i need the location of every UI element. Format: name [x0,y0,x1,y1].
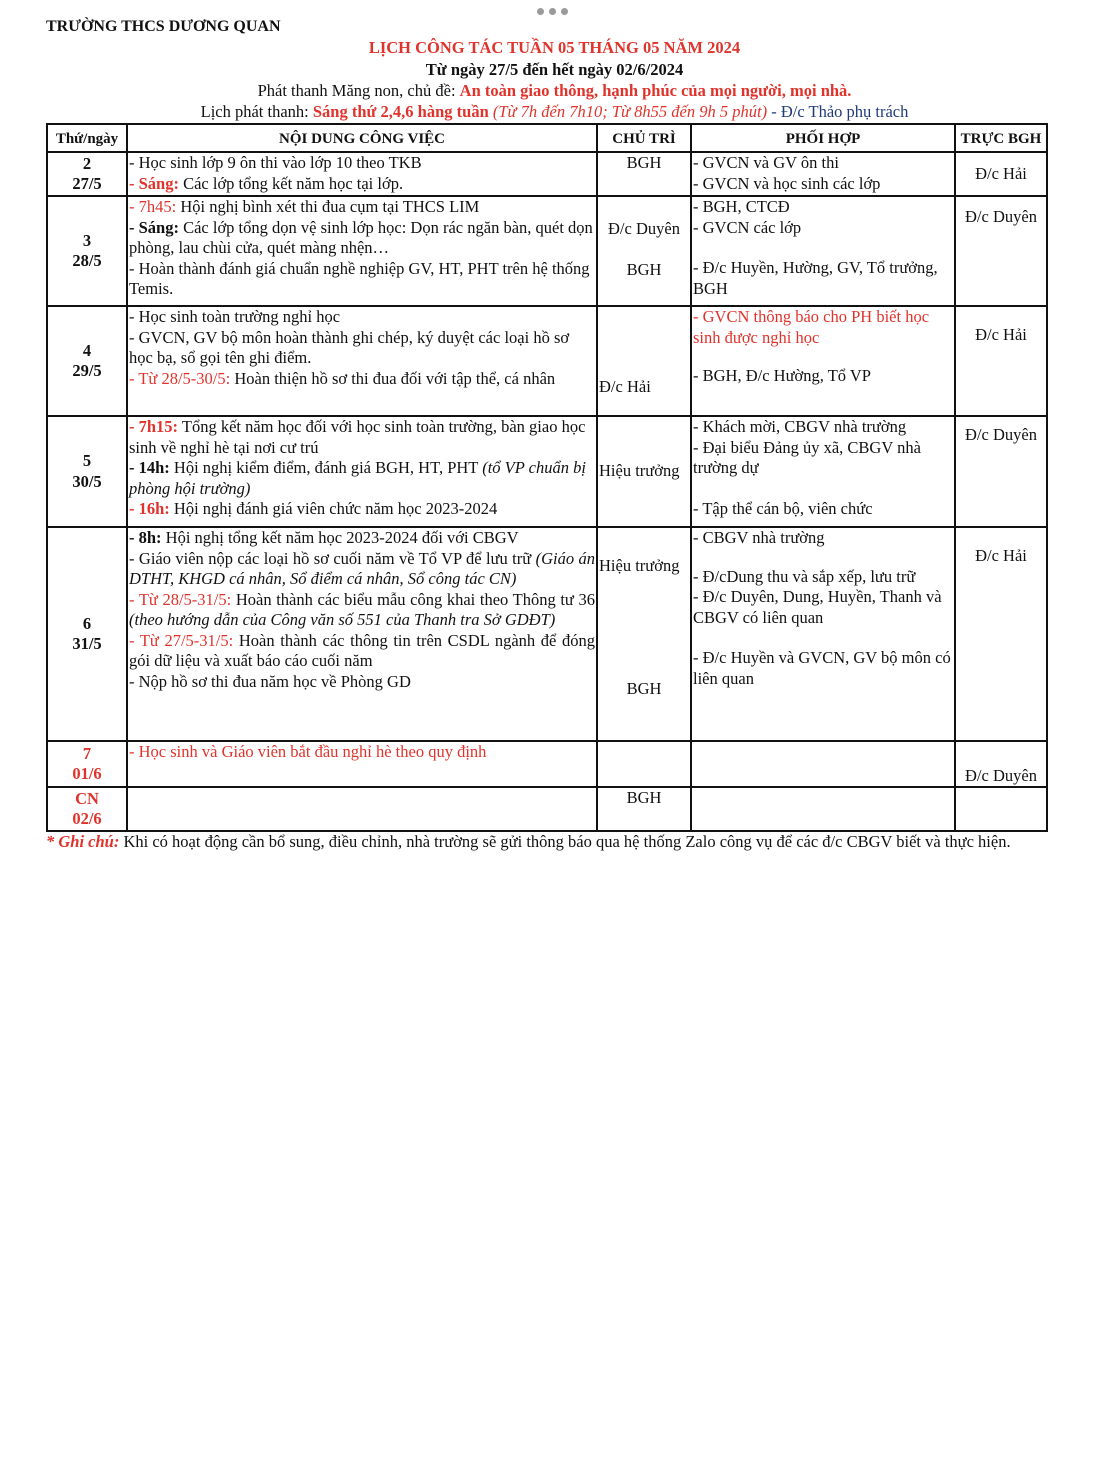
table-row [47,306,1047,416]
coordinate-item: - CBGV nhà trường [693,528,825,547]
day-cell [47,152,127,196]
col-coordinate: PHỐI HỢP [691,124,955,152]
content-cell [127,152,597,196]
content-tag: - Từ 28/5-31/5: [129,589,232,609]
day-date: 30/5 [72,471,102,491]
content-tag: - Sáng: [129,217,179,237]
table-row [47,527,1047,741]
day-cell [47,527,127,741]
day-number: 2 [82,153,92,173]
content-item [129,197,595,218]
content-text: Hội nghị tổng kết năm học 2023-2024 đối với CBGV [161,528,519,547]
table-row [47,196,1047,306]
table-row [47,787,1047,831]
content-cell [127,306,597,416]
content-item: - GVCN, GV bộ môn hoàn thành ghi chép, ký duyệt các loại hồ sơ học bạ, sổ gọi tên ghi điểm. [129,327,570,367]
coordinate-cell [691,152,955,196]
radio-prefix: Phát thanh Măng non, chủ đề: [257,81,460,100]
col-duty: TRỰC BGH [955,124,1047,152]
coordinate-item: - BGH, Đ/c Hường, Tổ VP [693,366,871,385]
radio-schedule-line [0,102,1109,122]
duty-cell [955,787,1047,831]
day-date: 31/5 [72,634,102,653]
duty-cell [955,152,1047,196]
content-item: - Hoàn thành đánh giá chuẩn nghề nghiệp GV, HT, PHT trên hệ thống Temis. [129,258,590,298]
content-text: Các lớp tổng dọn vệ sinh lớp học: Dọn rác ngăn bàn, quét dọn phòng, lau chùi cửa, quét màng nhện… [129,217,593,257]
coordinate-cell [691,196,955,306]
day-cell [47,416,127,527]
host-cell [597,741,691,787]
day-number: CN [75,788,99,808]
content-item [129,528,595,549]
footnote-text: Khi có hoạt động cần bổ sung, điều chỉnh, nhà trường sẽ gửi thông báo qua hệ thống Zalo công vụ để các đ/c CBGV biết và thực hiện. [119,832,1011,851]
content-tag: - 8h: [129,528,162,547]
coordinate-item: - BGH, CTCĐ [693,197,790,216]
duty-name: Đ/c Duyên [965,765,1037,785]
col-host: CHỦ TRÌ [597,124,691,152]
duty-name: Đ/c Hải [975,546,1027,565]
content-tag: - 7h45: [129,197,177,216]
day-number: 3 [82,230,92,250]
content-text: Hoàn thiện hồ sơ thi đua đối với tập thể, cá nhân [230,368,556,388]
coordinate-cell [691,306,955,416]
duty-name: Đ/c Hải [975,163,1027,183]
coordinate-item: - Đ/c Duyên, Dung, Huyền, Thanh và CBGV có liên quan [693,587,942,627]
content-item [129,499,595,520]
day-date: 02/6 [72,809,102,828]
content-item: - Nộp hồ sơ thi đua năm học về Phòng GD [129,671,411,691]
content-cell [127,196,597,306]
content-item: - Học sinh toàn trường nghỉ học [129,307,341,326]
host-name: BGH [626,788,662,807]
host-name: BGH [626,259,662,279]
day-number: 7 [82,743,92,763]
footnote [46,831,1050,852]
content-item [129,218,595,259]
coordinate-item: - GVCN các lớp [693,217,802,237]
table-header-row [47,124,1047,152]
coordinate-item: - GVCN và GV ôn thi [693,153,839,172]
host-cell [597,306,691,416]
date-range: Từ ngày 27/5 đến hết ngày 02/6/2024 [425,60,684,79]
duty-cell [955,416,1047,527]
duty-cell [955,306,1047,416]
work-schedule-table [46,123,1048,832]
coordinate-item: - Khách mời, CBGV nhà trường [693,417,907,436]
table-row [47,741,1047,787]
content-item: - Học sinh và Giáo viên bắt đầu nghỉ hè theo quy định [129,742,487,761]
coordinate-cell [691,741,955,787]
content-item [129,369,595,390]
day-number: 5 [82,451,92,470]
content-text: Hoàn thành các biểu mẫu công khai theo Thông tư 36 [231,589,595,609]
radio-topic: An toàn giao thông, hạnh phúc của mọi người, mọi nhà. [459,81,852,100]
content-text: - Giáo viên nộp các loại hồ sơ cuối năm về Tổ VP để lưu trữ [129,548,536,568]
content-cell [127,527,597,741]
day-number: 6 [82,613,92,633]
content-tag: - 7h15: [129,417,179,436]
content-item [129,417,595,458]
col-day: Thứ/ngày [47,124,127,152]
col-content: NỘI DUNG CÔNG VIỆC [127,124,597,152]
duty-name: Đ/c Hải [975,325,1027,344]
host-name: Hiệu trưởng [599,556,680,575]
coordinate-item: - Đ/c Huyền và GVCN, GV bộ môn có liên quan [693,648,951,688]
schedule-owner: - Đ/c Thảo phụ trách [767,102,909,121]
table-row [47,416,1047,527]
content-item [129,458,595,499]
duty-cell [955,196,1047,306]
content-item: - Học sinh lớp 9 ôn thi vào lớp 10 theo TKB [129,153,422,172]
coordinate-item: - GVCN và học sinh các lớp [693,173,881,193]
duty-name: Đ/c Duyên [965,207,1037,226]
content-tag: - Sáng: [129,173,179,193]
more-options-icon[interactable] [537,8,568,15]
host-cell [597,416,691,527]
host-cell [597,787,691,831]
content-note: (theo hướng dẫn của Công văn số 551 của Thanh tra Sở GDĐT) [129,610,556,629]
coordinate-item: - Tập thể cán bộ, viên chức [693,498,873,518]
host-name: BGH [626,153,662,172]
duty-name: Đ/c Duyên [965,425,1037,444]
content-note: (tổ VP chuẩn bị phòng hội trường) [129,458,586,498]
schedule-prefix: Lịch phát thanh: [200,102,313,121]
day-cell [47,787,127,831]
coordinate-item: - Đại biểu Đảng ủy xã, CBGV nhà trường dự [693,437,921,477]
day-date: 29/5 [72,361,102,380]
host-cell [597,196,691,306]
day-cell [47,196,127,306]
table-row [47,152,1047,196]
day-cell [47,306,127,416]
page-title: LỊCH CÔNG TÁC TUẦN 05 THÁNG 05 NĂM 2024 [368,38,741,57]
content-note: (Giáo án DTHT, KHGD cá nhân, Sổ điểm cá nhân, Sổ công tác CN) [129,548,595,588]
day-number: 4 [82,340,92,360]
content-tag: - Từ 27/5-31/5: [129,630,234,650]
content-item [129,631,595,672]
coordinate-item: - Đ/c Huyền, Hường, GV, Tổ trưởng, BGH [693,258,938,298]
coordinate-item: - GVCN thông báo cho PH biết học sinh được nghỉ học [693,307,930,347]
day-date: 28/5 [72,251,102,270]
content-item [129,549,595,590]
coordinate-item: - Đ/cDung thu và sắp xếp, lưu trữ [693,566,916,586]
content-tag: - 14h: [129,458,170,477]
day-cell [47,741,127,787]
coordinate-cell [691,416,955,527]
content-text: Hội nghị đánh giá viên chức năm học 2023-2024 [169,499,498,518]
radio-topic-line [0,81,1109,101]
day-date: 27/5 [72,174,102,193]
host-name: Đ/c Duyên [608,219,680,238]
host-cell [597,152,691,196]
content-text: Các lớp tổng kết năm học tại lớp. [178,173,404,193]
schedule-days: Sáng thứ 2,4,6 hàng tuần [312,102,489,121]
content-item [129,590,595,631]
content-text: Hội nghị kiểm điểm, đánh giá BGH, HT, PHT [169,458,483,477]
content-tag: - Từ 28/5-30/5: [129,368,231,388]
content-cell [127,741,597,787]
content-cell [127,416,597,527]
content-tag: - 16h: [129,499,170,518]
coordinate-cell [691,527,955,741]
duty-cell [955,527,1047,741]
content-text: Tổng kết năm học đối với học sinh toàn trường, bàn giao học sinh về nghỉ hè tại nơi cư trú [129,417,586,457]
content-text: Hội nghị bình xét thi đua cụm tại THCS LIM [176,197,480,216]
coordinate-cell [691,787,955,831]
content-cell [127,787,597,831]
host-cell [597,527,691,741]
day-date: 01/6 [72,764,102,783]
duty-cell [955,741,1047,787]
school-name: TRƯỜNG THCS DƯƠNG QUAN [46,18,281,35]
schedule-times: (Từ 7h đến 7h10; Từ 8h55 đến 9h 5 phút) [488,102,768,121]
host-name: Hiệu trưởng [599,461,680,481]
host-name: Đ/c Hải [599,377,651,396]
footnote-label: * Ghi chú: [46,832,120,851]
host-name: BGH [626,678,662,698]
content-item [129,174,595,195]
content-text: Hoàn thành các thông tin trên CSDL ngành để đóng gói dữ liệu và xuất báo cáo cuối năm [129,630,596,670]
